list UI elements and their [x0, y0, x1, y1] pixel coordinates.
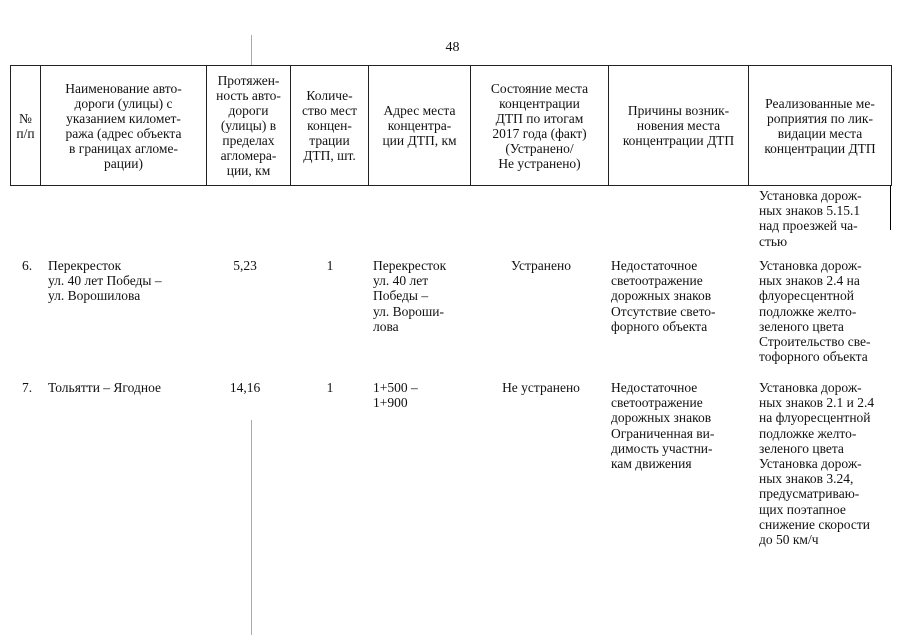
- spot-measures: Установка дорож- ных знаков 2.4 на флуоресцентной подложке желто- зеленого цвета Строительство све- тофорного объекта: [759, 258, 871, 365]
- road-name: Перекресток ул. 40 лет Победы – ул. Ворошилова: [48, 258, 162, 304]
- header-length: Протяжен- ность авто- дороги (улицы) в пределах агломера- ции, км: [207, 66, 291, 186]
- spot-address: 1+500 – 1+900: [373, 380, 418, 411]
- spot-status: Не устранено: [502, 380, 580, 395]
- spot-measures: Установка дорож- ных знаков 2.1 и 2.4 на флуоресцентной подложке желто- зеленого цвета Установка дорож- ных знаков 3.24, предусматриваю- щих поэтапное снижение скорости до 50 км/ч: [759, 380, 875, 548]
- carryover-measures: Установка дорож- ных знаков 5.15.1 над проезжей ча- стью: [759, 188, 862, 249]
- row-number: 6.: [22, 258, 33, 273]
- header-measures: Реализованные ме- роприятия по лик- видации места концентрации ДТП: [749, 66, 892, 186]
- header-count: Количе- ство мест концен- трации ДТП, шт.: [291, 66, 369, 186]
- header-road-name: Наименование авто- дороги (улицы) с указанием километ- ража (адрес объекта в границах агломе- рации): [41, 66, 207, 186]
- spot-address: Перекресток ул. 40 лет Победы – ул. Вороши- лова: [373, 258, 447, 334]
- scan-mark: [251, 420, 252, 635]
- header-causes: Причины возник- новения места концентрации ДТП: [609, 66, 749, 186]
- header-status: Состояние места концентрации ДТП по итогам 2017 года (факт) (Устранено/ Не устранено): [471, 66, 609, 186]
- row-number: 7.: [22, 380, 33, 395]
- spot-status: Устранено: [511, 258, 571, 273]
- page-number: 48: [445, 40, 460, 55]
- spot-causes: Недостаточное светоотражение дорожных знаков Отсутствие свето- форного объекта: [611, 258, 716, 334]
- header-number: № п/п: [11, 66, 41, 186]
- road-length: 5,23: [233, 258, 257, 273]
- spot-count: 1: [326, 380, 334, 395]
- spot-count: 1: [326, 258, 334, 273]
- header-address: Адрес места концентра- ции ДТП, км: [369, 66, 471, 186]
- road-length: 14,16: [229, 380, 261, 395]
- road-name: Тольятти – Ягодное: [48, 380, 161, 395]
- scan-mark: [251, 35, 252, 65]
- spot-causes: Недостаточное светоотражение дорожных знаков Ограниченная ви- димость участни- кам движения: [611, 380, 715, 472]
- table-header: [10, 65, 892, 186]
